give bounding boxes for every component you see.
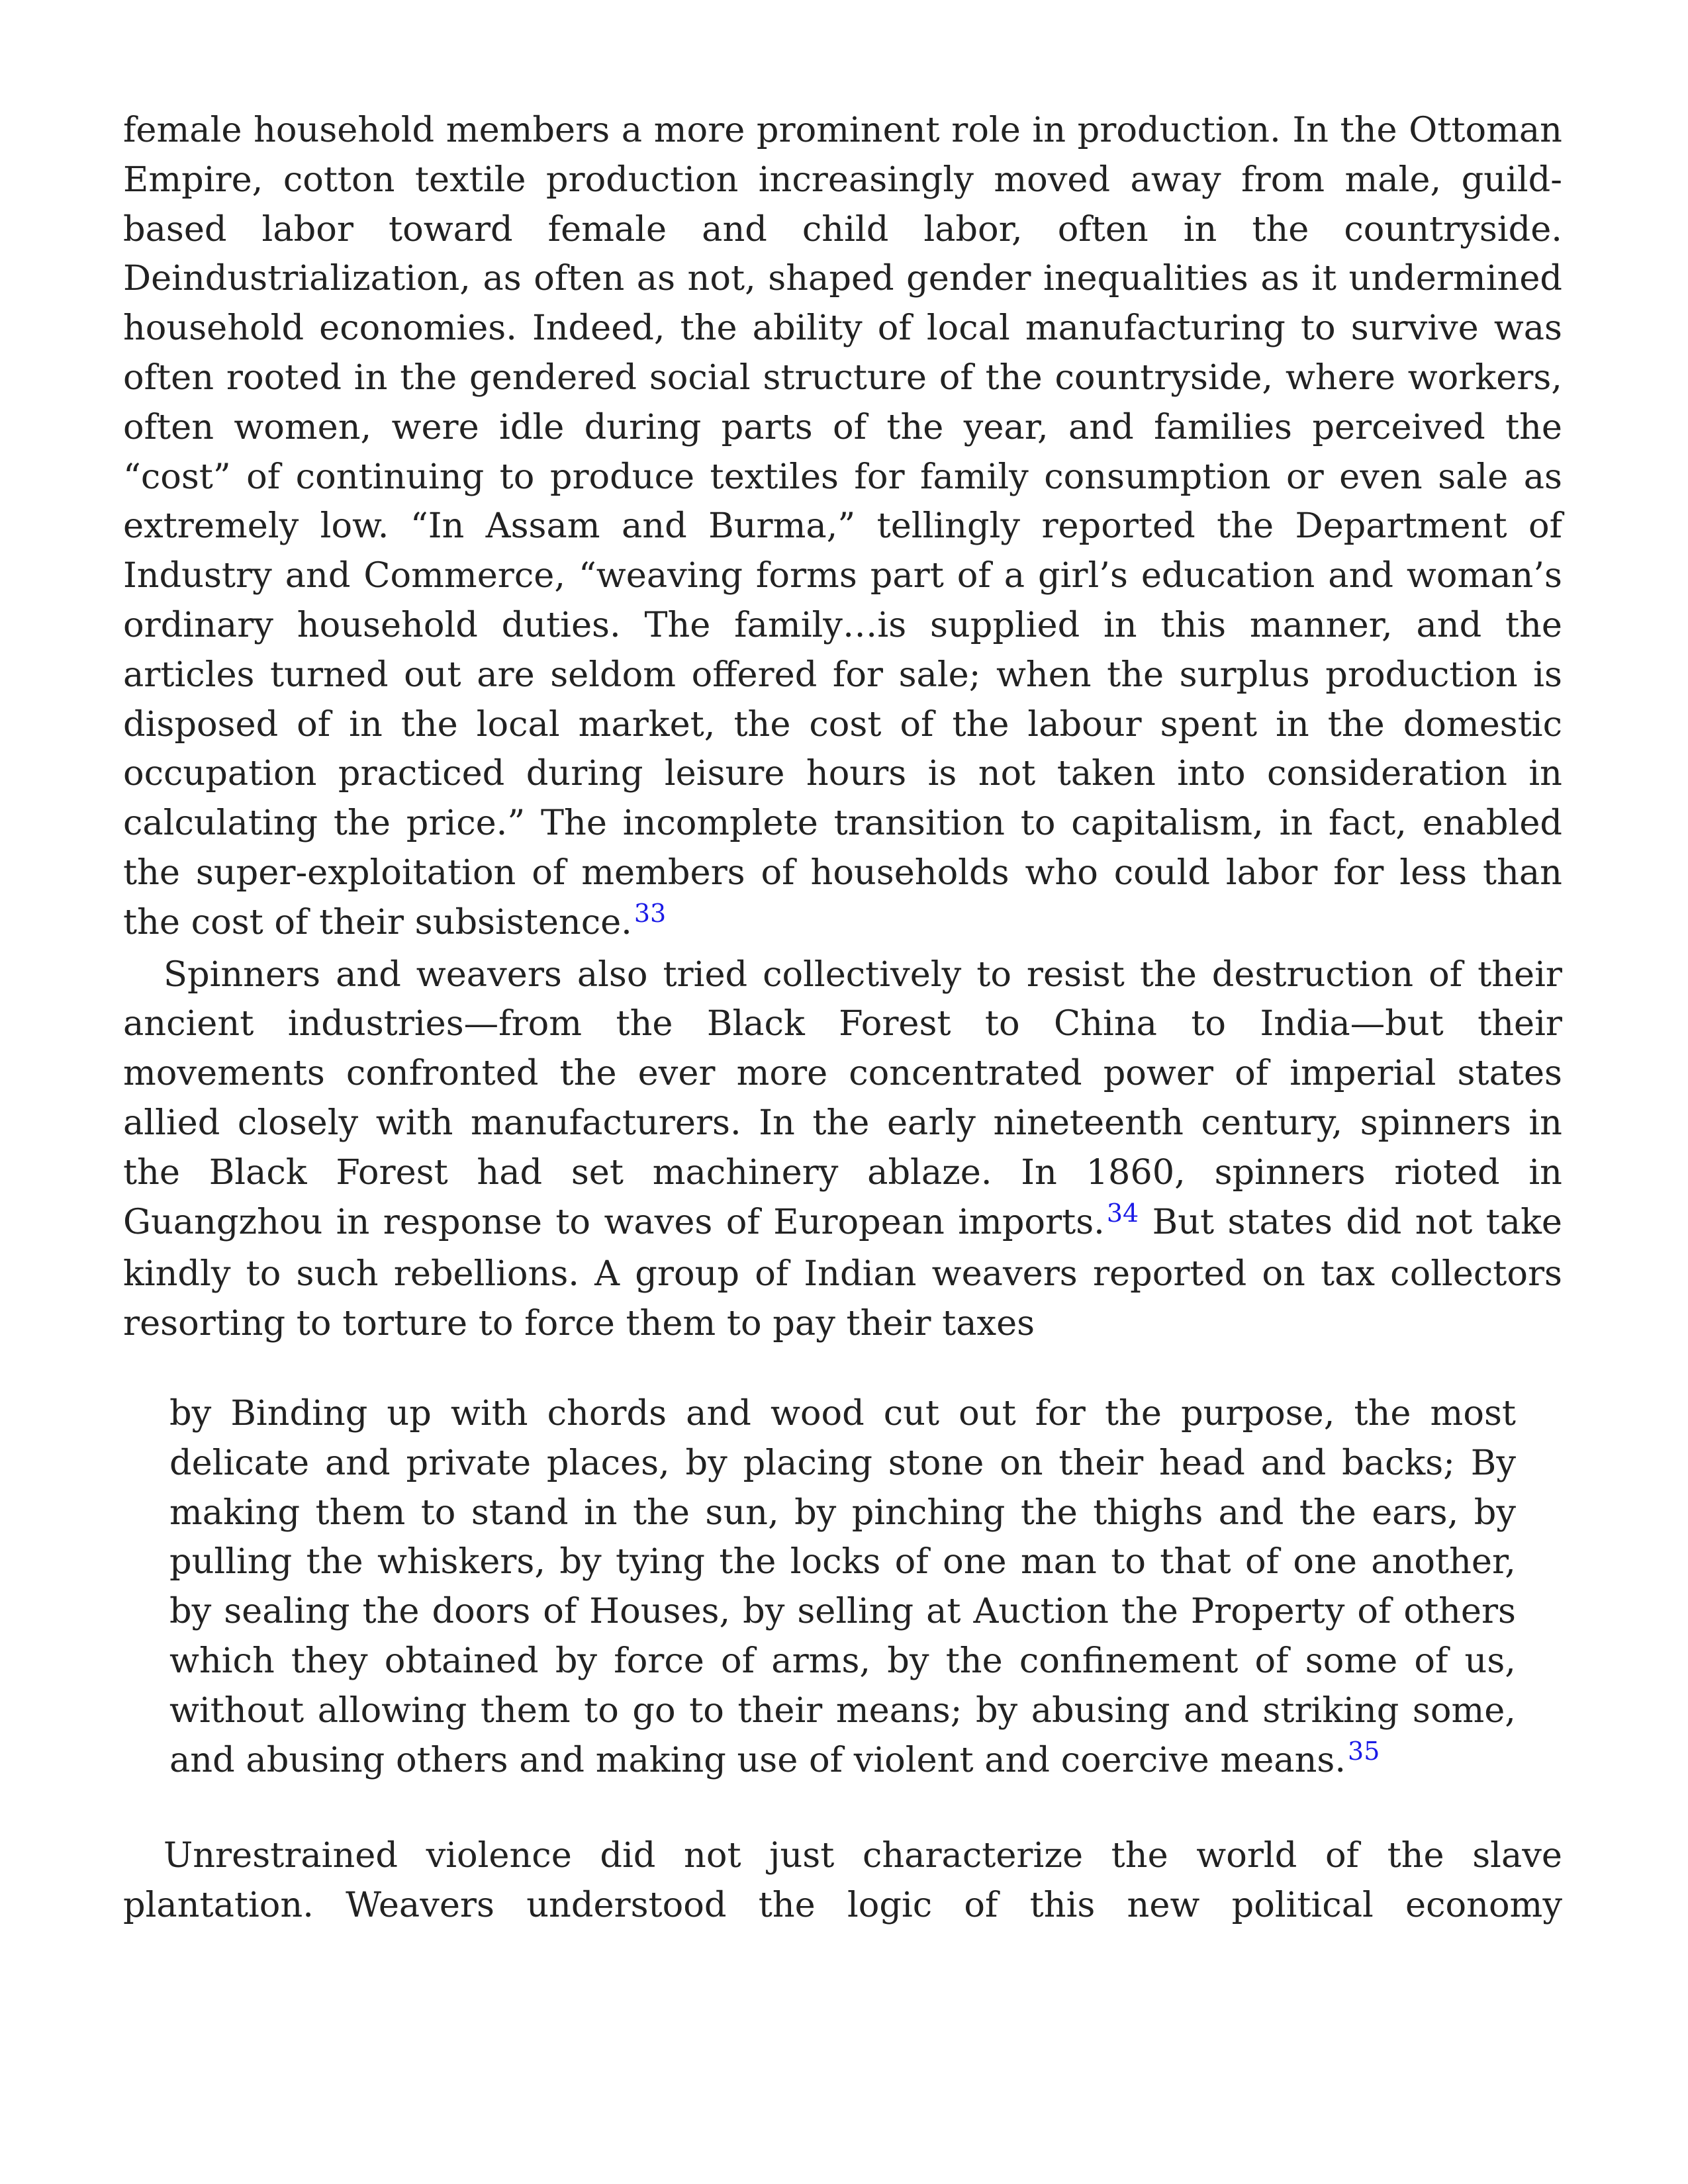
paragraph-violence <box>123 1831 1562 1931</box>
paragraph-text: female household members a more prominent role in production. In the Ottoman Empire, cotton textile production increasingly moved away from male, guild-based labor toward female and child labor, often in the countryside. Deindustrialization, as often as not, shaped gender inequalities as it undermined household economies. Indeed, the ability of local manufacturing to survive was often rooted in the gendered social structure of the countryside, where workers, often women, were idle during parts of the year, and families perceived the “cost” of continuing to produce textiles for family consumption or even sale as extremely low. “In Assam and Burma,” tellingly reported the Department of Industry and Commerce, “weaving forms part of a girl’s education and woman’s ordinary household duties. The family…is supplied in this manner, and the articles turned out are seldom offered for sale; when the surplus production is disposed of in the local market, the cost of the labour spent in the domestic occupation practiced during leisure hours is not taken into consideration in calculating the price.” The incomplete transition to capitalism, in fact, enabled the super-exploitation of members of households who could labor for less than the cost of their subsistence. <box>123 110 1562 942</box>
paragraph-gender-production <box>123 106 1562 950</box>
paragraph-text: Spinners and weavers also tried collectively to resist the destruction of their ancient industries—from the Black Forest to China to India—but their movements confronted the ever more concentrated power of imperial states allied closely with manufacturers. In the early nineteenth century, spinners in the Black Forest had set machinery ablaze. In 1860, spinners rioted in Guangzhou in response to waves of European imports. <box>123 954 1562 1242</box>
paragraph-resistance <box>123 950 1562 1349</box>
block-quote-weavers <box>169 1389 1516 1788</box>
paragraph-text: But states did not take kindly to such rebellions. A group of Indian weavers reported on tax collectors resorting to torture to force them to pay their taxes <box>123 1201 1562 1344</box>
footnote-link-34[interactable]: 34 <box>1106 1198 1139 1228</box>
document-page <box>123 106 1562 1931</box>
paragraph-text: Unrestrained violence did not just characterize the world of the slave plantation. Weavers understood the logic of this new political economy <box>123 1835 1562 1926</box>
footnote-link-35[interactable]: 35 <box>1348 1736 1380 1766</box>
quote-text: by Binding up with chords and wood cut out for the purpose, the most delicate and private places, by placing stone on their head and backs; By making them to stand in the sun, by pinching the thighs and the ears, by pulling the whiskers, by tying the locks of one man to that of one another, by sealing the doors of Houses, by selling at Auction the Property of others which they obtained by force of arms, by the confinement of some of us, without allowing them to go to their means; by abusing and striking some, and abusing others and making use of violent and coercive means. <box>169 1392 1516 1780</box>
footnote-link-33[interactable]: 33 <box>633 898 667 928</box>
